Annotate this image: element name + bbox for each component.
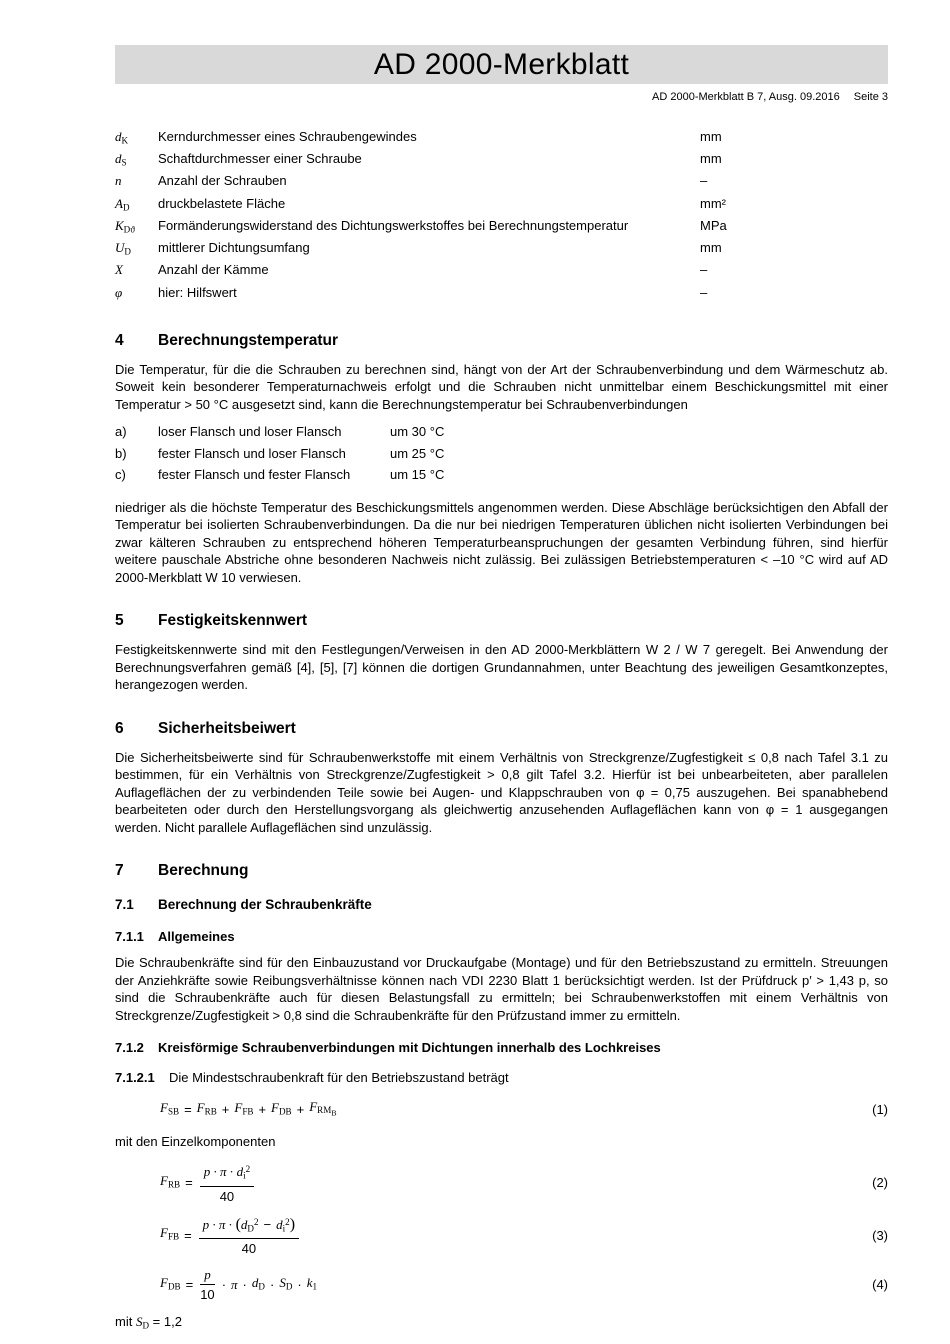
symbol-definition-list xyxy=(115,128,888,306)
connector-text: mit den Einzelkomponenten xyxy=(115,1134,276,1150)
document-title-bar xyxy=(115,45,888,84)
symbol-row xyxy=(115,150,888,172)
section-title: Berechnung der Schraubenkräfte xyxy=(158,897,372,913)
list-label: b) xyxy=(115,445,127,461)
section-number: 7.1.2.1 xyxy=(115,1070,155,1086)
section-number: 7.1 xyxy=(115,897,134,913)
list-label: c) xyxy=(115,467,126,483)
plus-sign: + xyxy=(296,1102,305,1118)
minus-sign: − xyxy=(263,1216,272,1232)
equation-number: (4) xyxy=(872,1277,888,1293)
section-number: 7 xyxy=(115,862,124,880)
list-item xyxy=(115,466,888,488)
symbol-name: $d_K$ xyxy=(115,129,129,146)
symbol-unit: – xyxy=(700,284,708,300)
document-reference: AD 2000-Merkblatt B 7, Ausg. 09.2016 xyxy=(652,91,840,103)
header-meta xyxy=(115,91,888,104)
paragraph: Die Temperatur, für die die Schrauben zu berechnen sind, hängt von der Art der Schraubenverbindung und dem Wärmeschutz ab. Soweit kein besonderer Temperaturnachweis erfolgt und die Schrauben nicht unmittelbar einem Beschickungsmittel mit einer Temperatur > 50 °C ausgesetzt sind, kann die Berechnungstemperatur bei Schraubenverbindungen xyxy=(115,361,888,412)
list-label: a) xyxy=(115,424,127,440)
equals-sign: = xyxy=(184,1227,192,1243)
fraction-denominator: 10 xyxy=(200,1287,215,1303)
section-heading-6 xyxy=(115,719,888,738)
math-variable: $d_D$ xyxy=(251,1274,265,1292)
symbol-row xyxy=(115,261,888,283)
symbol-row xyxy=(115,239,888,261)
section-heading-7-1-2 xyxy=(115,1039,888,1056)
formula-3-expression xyxy=(115,1215,301,1257)
section-number: 5 xyxy=(115,612,124,630)
fraction-numerator: $p \cdot \pi \cdot (d_D^2 - d_i^2)$ xyxy=(199,1215,299,1240)
equals-sign: = xyxy=(184,1102,192,1118)
multiplication-dot: · xyxy=(221,1277,227,1293)
symbol-name: $K_{Dϑ}$ xyxy=(115,217,135,235)
paragraph: Die Sicherheitsbeiwerte sind für Schraubenwerkstoffe mit einem Verhältnis von Streckgrenze/Zugfestigkeit ≤ 0,8 nach Tafel 3.1 zu bestimmen, für ein Verhältnis von Streckgrenze/Zugfestigkeit > 0,8 gilt Tafel 3.2. Hierfür ist bei unbearbeiteten, aber parallelen Auflageflächen der zu verbindenden Teile sowie bei Augen- und Klappschrauben von φ = 0,75 auszugehen. Bei spanabhebend bearbeiteten oder durch den Herstellungsvorgang als gleichwertig anzusehenden Auflageflächen kann von φ = 1 ausgegangen werden. Nicht parallele Auflageflächen sind unzulässig. xyxy=(115,749,888,835)
list-value: um 15 °C xyxy=(390,467,445,483)
multiplication-dot: · xyxy=(297,1277,302,1293)
symbol-name: φ xyxy=(115,284,123,300)
closing-note: mit $S_D = 1,2$ xyxy=(115,1314,182,1332)
paragraph: niedriger als die höchste Temperatur des Beschickungsmittels angenommen werden. Diese Abschläge berücksichtigen den Abfall der Temperatur bei isolierten Schraubenverbindungen. Da die nur bei niedrigen Temperaturen üblichen nicht isolierten Verbindungen bei zwar kälteren Schrauben zu entsprechend höheren Temperaturbeanspruchungen der gesamten Verbindung führen, sind hierfür weitere pauschale Abstriche ohne besonderen Nachweis nicht zulässig. Bei zulässigen Betriebstemperaturen < –10 °C wird auf AD 2000-Merkblatt W 10 verwiesen. xyxy=(115,499,888,585)
symbol-unit: MPa xyxy=(700,217,727,233)
multiplication-dot: · xyxy=(242,1277,247,1293)
symbol-row xyxy=(115,195,888,217)
symbol-description: Schaftdurchmesser einer Schraube xyxy=(158,151,362,167)
symbol-name: X xyxy=(115,262,123,278)
paragraph: Die Schraubenkräfte sind für den Einbauzustand vor Druckaufgabe (Montage) und für den Betriebszustand zu ermitteln. Streuungen der Anziehkräfte sowie Reibungsverhältnisse können nach VDI 2230 Blatt 1 berücksichtigt werden. Ist der Prüfdruck p′ > 1,43 p, so sind die Schraubenkräfte auch für diesen Belastungsfall zu ermitteln; bei Schraubenwerkstoffen mit einem Verhältnis von Streckgrenze/Zugfestigkeit > 0,8 sind die Schraubenkräfte für den Prüfzustand immer zu ermitteln. xyxy=(115,955,888,1023)
fraction-numerator: p xyxy=(200,1267,215,1285)
formula-3 xyxy=(115,1215,888,1257)
symbol-name: $A_D$ xyxy=(115,195,130,213)
page-number: Seite 3 xyxy=(853,91,888,103)
section-number: 4 xyxy=(115,331,124,349)
list-text: fester Flansch und loser Flansch xyxy=(158,445,346,461)
fraction-denominator: 40 xyxy=(219,1188,235,1204)
fraction-numerator: $p \cdot \pi \cdot d_i^2$ xyxy=(200,1162,254,1187)
formula-1-expression xyxy=(115,1098,336,1123)
symbol-description: hier: Hilfswert xyxy=(158,284,237,300)
formula-2-expression xyxy=(115,1162,256,1204)
section-text: Die Mindestschraubenkraft für den Betriebszustand beträgt xyxy=(169,1070,509,1086)
equals-sign: = xyxy=(185,1277,194,1293)
flange-temperature-list xyxy=(115,423,888,488)
section-title: Berechnungstemperatur xyxy=(158,331,339,349)
symbol-unit: mm xyxy=(700,240,722,256)
symbol-name: n xyxy=(115,173,122,189)
symbol-name: $d_S$ xyxy=(115,151,127,168)
math-variable: $F_{DB}$ xyxy=(160,1274,181,1292)
math-variable: $F_{RM_B}$ xyxy=(309,1098,337,1118)
math-variable: π xyxy=(231,1277,238,1293)
math-variable: $F_{FB}$ xyxy=(234,1099,254,1117)
section-heading-4 xyxy=(115,331,888,350)
fraction xyxy=(199,1215,299,1257)
math-variable: $F_{SB}$ xyxy=(160,1099,180,1117)
section-number: 6 xyxy=(115,719,124,737)
equals-sign: = xyxy=(185,1174,193,1190)
symbol-row xyxy=(115,217,888,239)
list-value: um 25 °C xyxy=(390,445,445,461)
formula-4 xyxy=(115,1267,888,1302)
fraction-denominator: 40 xyxy=(241,1241,257,1257)
section-number: 7.1.1 xyxy=(115,929,144,945)
math-variable: $S_D$ xyxy=(279,1274,293,1292)
symbol-row xyxy=(115,128,888,150)
symbol-row xyxy=(115,284,888,306)
section-title: Allgemeines xyxy=(158,929,235,945)
math-variable: $F_{FB}$ xyxy=(160,1225,180,1243)
symbol-unit: mm xyxy=(700,129,722,144)
symbol-description: mittlerer Dichtungsumfang xyxy=(158,240,310,256)
plus-sign: + xyxy=(258,1102,267,1118)
symbol-description: druckbelastete Fläche xyxy=(158,195,286,211)
section-title: Festigkeitskennwert xyxy=(158,612,308,630)
page-title: AD 2000-Merkblatt xyxy=(373,47,630,81)
section-number: 7.1.2 xyxy=(115,1040,144,1056)
list-item xyxy=(115,423,888,445)
symbol-name: $U_D$ xyxy=(115,240,131,257)
symbol-description: Anzahl der Schrauben xyxy=(158,173,287,189)
symbol-row xyxy=(115,172,888,194)
equation-number: (1) xyxy=(872,1102,888,1118)
symbol-description: Anzahl der Kämme xyxy=(158,262,269,278)
list-text: loser Flansch und loser Flansch xyxy=(158,424,342,440)
plus-sign: + xyxy=(221,1102,230,1118)
math-variable: $F_{RB}$ xyxy=(160,1172,181,1190)
fraction xyxy=(200,1267,215,1302)
list-text: fester Flansch und fester Flansch xyxy=(158,467,351,483)
formula-1 xyxy=(115,1098,888,1123)
multiplication-dot: · xyxy=(269,1277,275,1293)
section-heading-7 xyxy=(115,861,888,880)
symbol-description: Formänderungswiderstand des Dichtungswerkstoffes bei Berechnungstemperatur xyxy=(158,217,629,233)
equation-number: (2) xyxy=(872,1174,888,1190)
math-variable: $F_{RB}$ xyxy=(196,1099,217,1117)
math-variable: $F_{DB}$ xyxy=(271,1099,292,1117)
formula-4-expression xyxy=(115,1267,317,1302)
section-title: Kreisförmige Schraubenverbindungen mit Dichtungen innerhalb des Lochkreises xyxy=(158,1040,661,1056)
math-variable: $k_1$ xyxy=(306,1274,318,1292)
section-heading-5 xyxy=(115,611,888,630)
paragraph: Festigkeitskennwerte sind mit den Festlegungen/Verweisen in den AD 2000-Merkblättern W 2 / W 7 geregelt. Bei Anwendung der Berechnungsverfahren gemäß [4], [5], [7] können die dortigen Grundannahmen, unter Beachtung des jeweiligen Gesamtkonzeptes, herangezogen werden. xyxy=(115,642,888,693)
section-title: Berechnung xyxy=(158,862,249,880)
equation-number: (3) xyxy=(872,1227,888,1243)
symbol-unit: – xyxy=(700,173,708,189)
symbol-unit: mm xyxy=(700,151,722,167)
symbol-unit: mm² xyxy=(700,195,726,211)
symbol-description: Kerndurchmesser eines Schraubengewindes xyxy=(158,129,417,144)
list-value: um 30 °C xyxy=(390,424,445,440)
formula-2 xyxy=(115,1162,888,1204)
fraction xyxy=(200,1162,254,1204)
section-heading-7-1-2-1 xyxy=(115,1069,888,1087)
symbol-unit: – xyxy=(700,262,708,278)
section-heading-7-1 xyxy=(115,896,888,913)
section-title: Sicherheitsbeiwert xyxy=(158,719,296,737)
list-item xyxy=(115,445,888,467)
section-heading-7-1-1 xyxy=(115,928,888,945)
